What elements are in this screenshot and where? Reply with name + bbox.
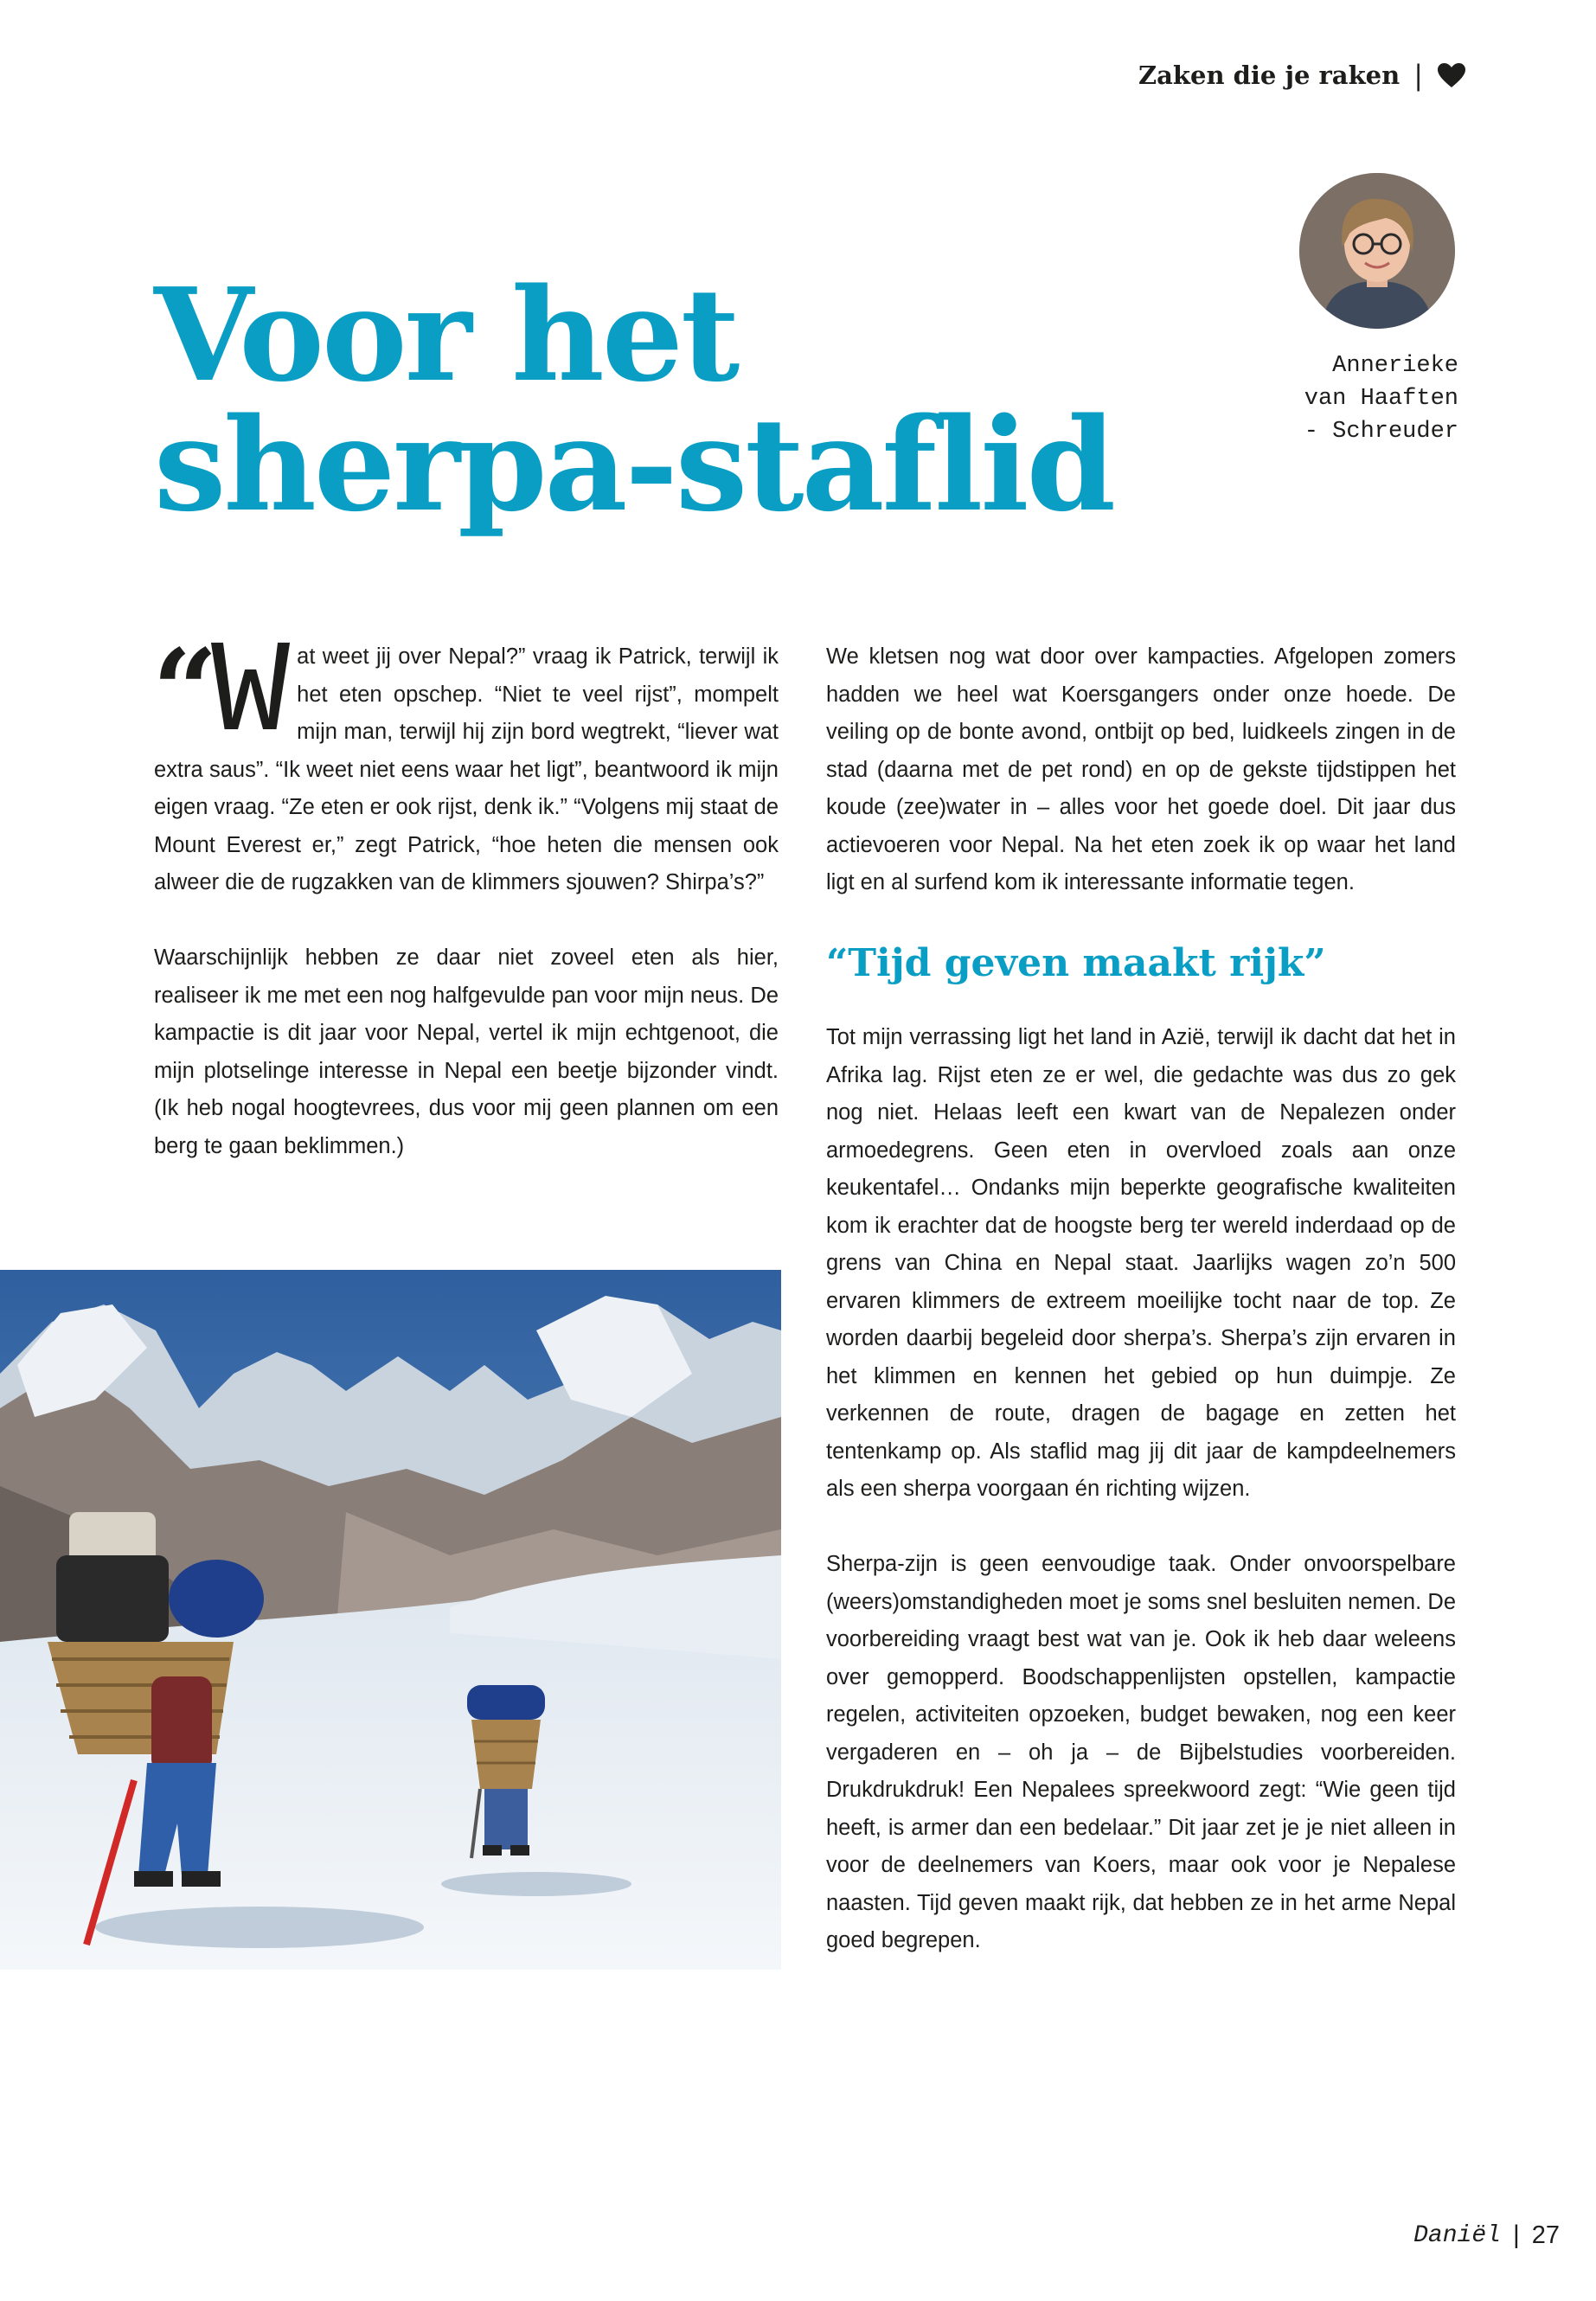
subheading: “Tijd geven maakt rijk” bbox=[826, 941, 1326, 985]
magazine-name: Daniël bbox=[1413, 2221, 1501, 2249]
author-avatar bbox=[1299, 173, 1455, 329]
heart-icon bbox=[1437, 62, 1466, 88]
intro-text: at weet jij over Nepal?” vraag ik Patrick, terwijl ik het eten opschep. “Niet te veel rijst”, mompelt mijn man, terwijl hij zijn bord wegtrekt, “liever wat extra saus”. “Ik weet niet eens waar het ligt”, beantwoord ik mijn eigen vraag. “Ze eten er ook rijst, denk ik.” “Volgens mij staat de Mount Everest er,” zegt Patrick, “hoe heten die mensen ook alweer die de rugzakken van de klimmers sjouwen? Shirpa’s?” bbox=[154, 644, 779, 894]
intro-paragraph bbox=[152, 619, 779, 902]
section-label: Zaken die je raken bbox=[1138, 61, 1401, 90]
page-footer bbox=[1413, 2221, 1560, 2250]
body-paragraph: Tot mijn verrassing ligt het land in Azië, terwijl ik dacht dat het in Afrika lag. Rijst eten ze er wel, die gedachte was dus zo gek nog niet. Helaas leeft een kwart van de Nepalezen onder armoedegrens. Geen eten in overvloed zoals aan onze keukentafel… Ondanks mijn beperkte geografische kwaliteiten kom ik erachter dat de hoogste berg ter wereld inderdaad op de grens van China en Nepal staat. Jaarlijks wagen zo’n 500 ervaren klimmers de extreem moeilijke tocht naar de top. Ze worden daarbij begeleid door sherpa’s. Sherpa’s zijn ervaren in het klimmen en kennen het gebied op hun duimpje. Ze verkennen de route, dragen de bagage en zetten het tentenkamp op. Als staflid mag jij dit jaar de kampdeelnemers als een sherpa voorgaan én richting wijzen. bbox=[826, 1025, 1456, 1501]
right-column bbox=[826, 638, 1456, 1997]
header-separator: | bbox=[1413, 59, 1423, 92]
section-header bbox=[1138, 59, 1466, 92]
author-name bbox=[1263, 349, 1458, 448]
author-line-3: - Schreuder bbox=[1304, 419, 1458, 445]
drop-cap: W bbox=[210, 619, 291, 769]
sherpa-photo bbox=[0, 1270, 781, 1970]
author-line-1: Annerieke bbox=[1332, 353, 1458, 379]
author-line-2: van Haaften bbox=[1304, 386, 1458, 412]
page-title bbox=[154, 260, 1114, 540]
left-column bbox=[152, 619, 779, 1203]
footer-separator: | bbox=[1512, 2221, 1520, 2249]
title-line-1: Voor het bbox=[154, 260, 738, 410]
title-line-2: sherpa-staflid bbox=[154, 389, 1114, 540]
page-number: 27 bbox=[1531, 2221, 1560, 2249]
body-paragraph: Waarschijnlijk hebben ze daar niet zoveel eten als hier, realiseer ik me met een nog halfgevulde pan voor mijn neus. De kampactie is dit jaar voor Nepal, vertel ik mijn echtgenoot, die mijn plotselinge interesse in Nepal een beetje bijzonder vindt. (Ik heb nogal hoogtevrees, dus voor mij geen plannen om een berg te gaan beklimmen.) bbox=[154, 945, 779, 1158]
opening-quote-mark: “ bbox=[152, 625, 208, 759]
body-paragraph: We kletsen nog wat door over kampacties. Afgelopen zomers hadden we heel wat Koersgangers onder onze hoede. De veiling op de bonte avond, ontbijt op bed, luidkeels zingen in de stad (daarna met de pet rond) en op de gekste tijdstippen het koude (zee)water in – alles voor het goede doel. Dit jaar dus actievoeren voor Nepal. Na het eten zoek ik op waar het land ligt en al surfend kom ik interessante informatie tegen. bbox=[826, 644, 1456, 894]
body-paragraph: Sherpa-zijn is geen eenvoudige taak. Onder onvoorspelbare (weers)omstandigheden moet je soms snel besluiten nemen. De voorbereiding vraagt best wat van je. Ook ik heb daar weleens over gemopperd. Boodschappenlijsten opstellen, kampactie regelen, activiteiten opzoeken, budget bewaken, nog een keer vergaderen en – oh ja – de Bijbelstudies voorbereiden. Drukdrukdruk! Een Nepalees spreekwoord zegt: “Wie geen tijd heeft, is armer dan een bedelaar.” Dit jaar zet je je niet alleen in voor de deelnemers van Koers, maar ook voor je Nepalese naasten. Tijd geven maakt rijk, dat hebben ze in het arme Nepal goed begrepen. bbox=[826, 1552, 1456, 1952]
